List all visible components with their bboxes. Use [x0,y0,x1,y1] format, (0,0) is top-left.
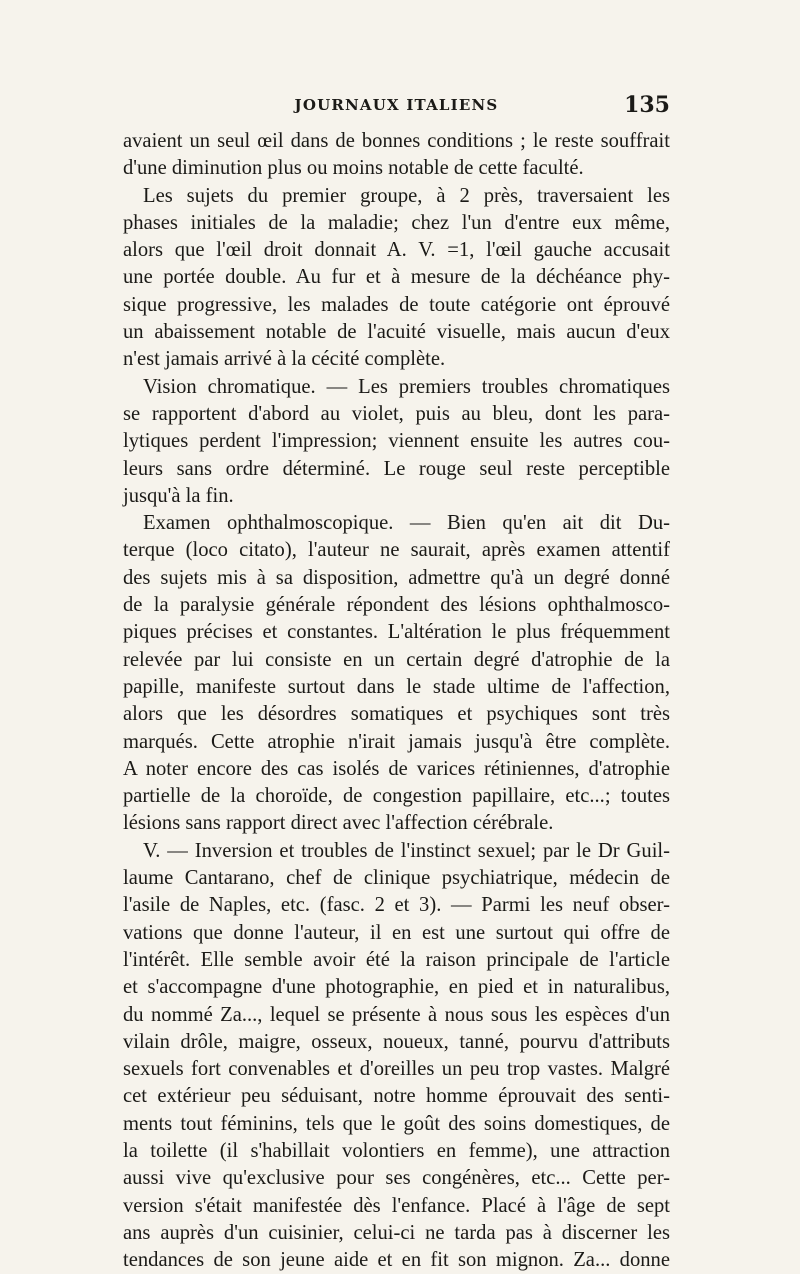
text-line: la toilette (il s'habillait volontiers en femme), une attraction [123,1139,670,1162]
text-line: un abaissement notable de l'acuité visuelle, mais aucun d'eux [123,321,670,344]
text-line: Les sujets du premier groupe, à 2 près, traversaient les [143,184,670,207]
text-line: relevée par lui consiste en un certain degré d'atrophie de la [123,648,670,671]
text-line: sexuels fort convenables et d'oreilles un peu trop vastes. Malgré [123,1058,670,1081]
body-text [123,128,670,1274]
text-line: lésions sans rapport direct avec l'affection cérébrale. [123,812,554,835]
text-line: alors que l'œil droit donnait A. V. =1, l'œil gauche accusait [123,239,670,262]
text-line: du nommé Za..., lequel se présente à nous sous les espèces d'un [123,1003,670,1026]
text-line: vations que donne l'auteur, il en est une surtout qui offre de [123,921,670,944]
text-line: n'est jamais arrivé à la cécité complète. [123,348,446,371]
text-line: terque (loco citato), l'auteur ne saurait, après examen attentif [123,539,670,562]
text-line: leurs sans ordre déterminé. Le rouge seul reste perceptible [123,457,670,480]
text-line: marqués. Cette atrophie n'irait jamais jusqu'à être complète. [123,730,670,753]
text-line: ments tout féminins, tels que le goût des soins domestiques, de [123,1112,670,1135]
text-line: jusqu'à la fin. [123,484,234,507]
running-title: JOURNAUX ITALIENS [294,96,499,114]
text-line: d'une diminution plus ou moins notable de cette faculté. [123,157,584,180]
text-line: lytiques perdent l'impression; viennent ensuite les autres cou- [123,430,670,453]
text-line: tendances de son jeune aide et en fit son mignon. Za... donne [123,1249,670,1272]
text-line: version s'était manifestée dès l'enfance. Placé à l'âge de sept [123,1194,670,1217]
text-line: aussi vive qu'exclusive pour ses congénères, etc... Cette per- [123,1167,670,1190]
text-line: une portée double. Au fur et à mesure de la déchéance phy- [123,266,670,289]
text-line: V. — Inversion et troubles de l'instinct sexuel; par le Dr Guil- [143,839,670,862]
text-line: sique progressive, les malades de toute catégorie ont éprouvé [123,293,670,316]
text-line: avaient un seul œil dans de bonnes conditions ; le reste souffrait [123,130,670,152]
text-line: laume Cantarano, chef de clinique psychiatrique, médecin de [123,867,670,890]
text-line: papille, manifeste surtout dans le stade ultime de l'affection, [123,675,670,698]
page-number: 135 [624,92,670,118]
text-line: vilain drôle, maigre, osseux, noueux, tanné, pourvu d'attributs [123,1030,670,1053]
text-line: Examen ophthalmoscopique. — Bien qu'en ait dit Du- [143,512,670,535]
text-line: phases initiales de la maladie; chez l'un d'entre eux même, [123,211,670,234]
text-line: l'intérêt. Elle semble avoir été la raison principale de l'article [123,948,670,971]
text-line: A noter encore des cas isolés de varices rétiniennes, d'atrophie [123,757,670,780]
text-line: Vision chromatique. — Les premiers troubles chromatiques [143,375,670,398]
text-line: partielle de la choroïde, de congestion papillaire, etc...; toutes [123,785,670,808]
text-line: se rapportent d'abord au violet, puis au bleu, dont les para- [123,402,670,425]
text-line: cet extérieur peu séduisant, notre homme éprouvait des senti- [123,1085,670,1108]
text-line: l'asile de Naples, etc. (fasc. 2 et 3). — Parmi les neuf obser- [123,894,670,917]
text-line: de la paralysie générale répondent des lésions ophthalmosco- [123,594,670,617]
page-header [123,92,670,122]
text-line: piques précises et constantes. L'altération le plus fréquemment [123,621,670,644]
text-line: des sujets mis à sa disposition, admettre qu'à un degré donné [123,566,670,589]
text-line: alors que les désordres somatiques et psychiques sont très [123,703,670,726]
text-line: ans auprès d'un cuisinier, celui-ci ne tarda pas à discerner les [123,1221,670,1244]
text-line: et s'accompagne d'une photographie, en pied et in naturalibus, [123,976,670,999]
